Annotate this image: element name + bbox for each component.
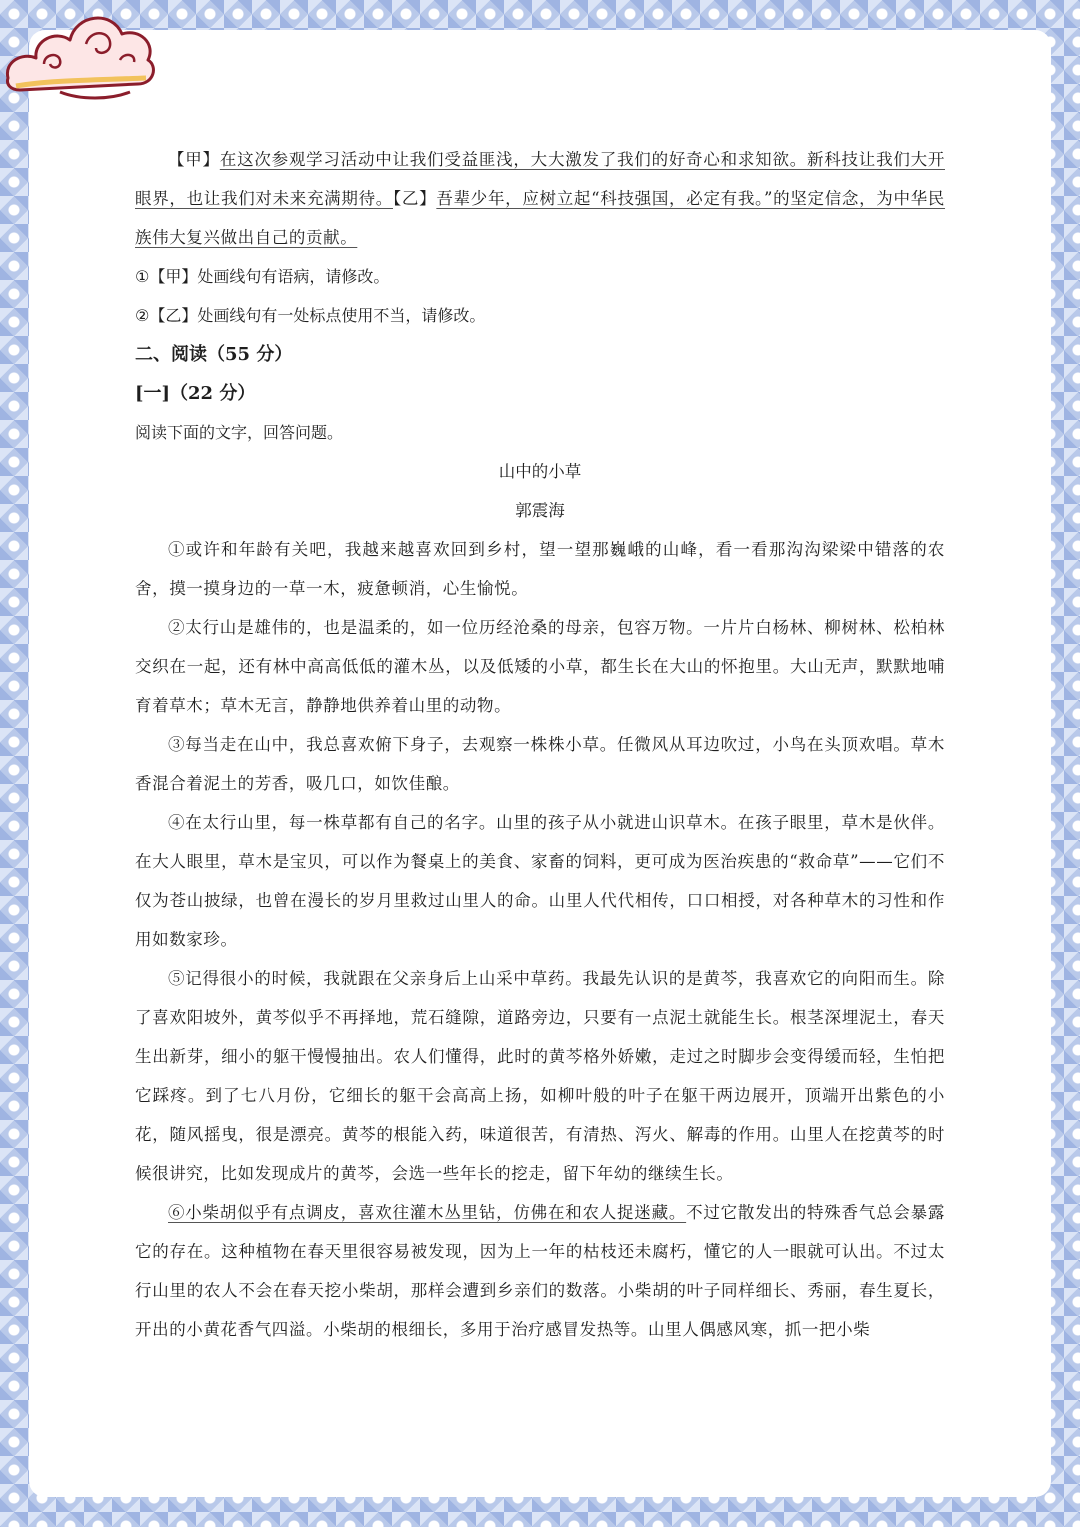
article-paragraph-2: ②太行山是雄伟的，也是温柔的，如一位历经沧桑的母亲，包容万物。一片片白杨林、柳树林、松柏林交织在一起，还有林中高高低低的灌木丛，以及低矮的小草，都生长在大山的怀抱里。大山无声，默默地哺育着草木；草木无言，静静地供养着山里的动物。 bbox=[135, 618, 945, 715]
paragraph-6-rest: 不过它散发出的特殊香气总会暴露它的存在。这种植物在春天里很容易被发现，因为上一年的枯枝还未腐朽，懂它的人一眼就可认出。不过太行山里的农人不会在春天挖小柴胡，那样会遭到乡亲们的数落。小柴胡的叶子同样细长、秀丽，春生夏长，开出的小黄花香气四溢。小柴胡的根细长，多用于治疗感冒发热等。山里人偶感风寒，抓一把小柴 bbox=[135, 1203, 946, 1339]
yi-tag: 【乙】 bbox=[392, 189, 437, 208]
document-content bbox=[135, 140, 945, 1349]
article-paragraph-3: ③每当走在山中，我总喜欢俯下身子，去观察一株株小草。任微风从耳边吹过，小鸟在头顶欢唱。草木香混合着泥土的芳香，吸几口，如饮佳酿。 bbox=[135, 735, 945, 793]
question-2: ②【乙】处画线句有一处标点使用不当，请修改。 bbox=[135, 306, 486, 325]
article-paragraph-5: ⑤记得很小的时候，我就跟在父亲身后上山采中草药。我最先认识的是黄芩，我喜欢它的向阳而生。除了喜欢阳坡外，黄芩似乎不再择地，荒石缝隙，道路旁边，只要有一点泥土就能生长。根茎深埋泥土，春天生出新芽，细小的躯干慢慢抽出。农人们懂得，此时的黄芩格外娇嫩，走过之时脚步会变得缓而轻，生怕把它踩疼。到了七八月份，它细长的躯干会高高上扬，如柳叶般的叶子在躯干两边展开，顶端开出紫色的小花，随风摇曳，很是漂亮。黄芩的根能入药，味道很苦，有清热、泻火、解毒的作用。山里人在挖黄芩的时候很讲究，比如发现成片的黄芩，会选一些年长的挖走，留下年幼的继续生长。 bbox=[135, 969, 945, 1183]
subsection-title: [一]（22 分） bbox=[135, 383, 256, 404]
reading-instruction: 阅读下面的文字，回答问题。 bbox=[135, 423, 344, 442]
article-author: 郭震海 bbox=[515, 501, 565, 520]
article-paragraph-4: ④在太行山里，每一株草都有自己的名字。山里的孩子从小就进山识草木。在孩子眼里，草木是伙伴。在大人眼里，草木是宝贝，可以作为餐桌上的美食、家畜的饲料，更可成为医治疾患的“救命草”——它们不仅为苍山披绿，也曾在漫长的岁月里救过山里人的命。山里人代代相传，口口相授，对各种草木的习性和作用如数家珍。 bbox=[135, 813, 945, 949]
excerpt-paragraph bbox=[135, 140, 945, 257]
article-paragraph-6 bbox=[135, 1193, 945, 1349]
section-title: 二、阅读（55 分） bbox=[135, 344, 293, 365]
yi-underlined-text: 吾辈少年，应树立起“科技强国，必定有我。”的坚定信念，为中华民族伟大复兴做出自己的贡献。 bbox=[135, 189, 946, 247]
paragraph-6-underlined-sentence: ⑥小柴胡似乎有点调皮，喜欢往灌木丛里钻，仿佛在和农人捉迷藏。 bbox=[168, 1203, 687, 1222]
auspicious-cloud-icon bbox=[0, 0, 160, 110]
article-paragraph-1: ①或许和年龄有关吧，我越来越喜欢回到乡村，望一望那巍峨的山峰，看一看那沟沟梁梁中错落的农舍，摸一摸身边的一草一木，疲惫顿消，心生愉悦。 bbox=[135, 540, 945, 598]
jia-underlined-text: 在这次参观学习活动中让我们受益匪浅，大大激发了我们的好奇心和求知欲。新科技让我们大开眼界，也让我们对未来充满期待。 bbox=[135, 150, 945, 208]
jia-tag: 【甲】 bbox=[168, 150, 220, 169]
question-1: ①【甲】处画线句有语病，请修改。 bbox=[135, 267, 390, 286]
article-title: 山中的小草 bbox=[498, 462, 582, 481]
